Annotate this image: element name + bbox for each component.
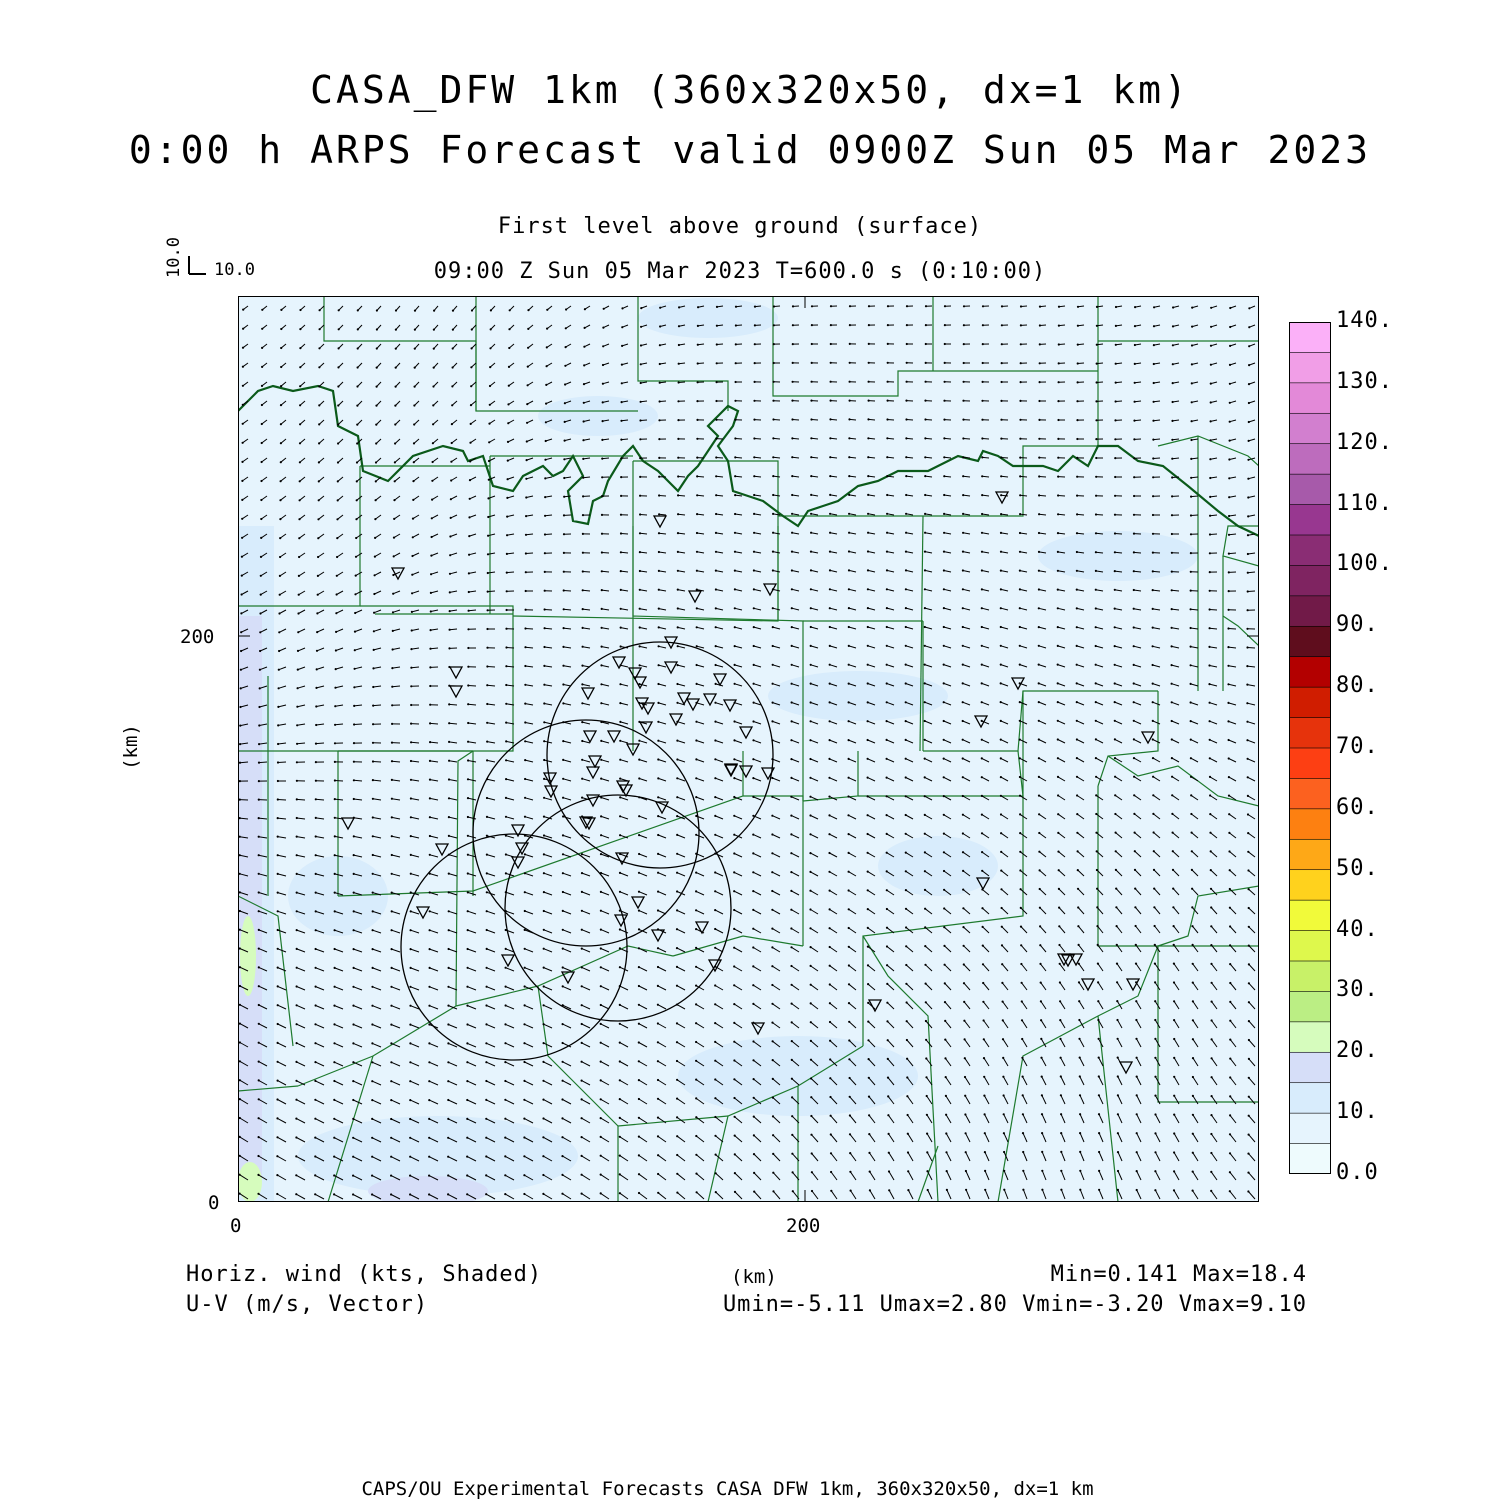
x-tick-0: 0 [230,1215,242,1237]
colorbar-swatch [1289,383,1331,414]
title-line-2: 0:00 h ARPS Forecast valid 0900Z Sun 05 Mar 2023 [128,128,1372,172]
colorbar-label: 40. [1336,916,1379,942]
colorbar-label: 130. [1336,368,1393,394]
colorbar-swatch [1289,565,1331,596]
colorbar-label: 60. [1336,794,1379,820]
uv-range-label: Umin=-5.11 Umax=2.80 Vmin=-3.20 Vmax=9.10 [722,1292,1307,1317]
colorbar-label: 110. [1336,490,1393,516]
colorbar-swatch [1289,961,1331,992]
colorbar-label: 10. [1336,1099,1379,1125]
colorbar-swatch [1289,900,1331,931]
colorbar-label: 50. [1336,855,1379,881]
time-label: 09:00 Z Sun 05 Mar 2023 T=600.0 s (0:10:00) [433,259,1047,284]
colorbar-swatch [1289,778,1331,809]
colorbar-swatch [1289,839,1331,870]
colorbar-label: 80. [1336,673,1379,699]
x-axis-label: (km) [731,1266,777,1288]
colorbar-label: 100. [1336,551,1393,577]
colorbar-swatch [1289,474,1331,505]
reference-vector [160,236,260,281]
colorbar-swatch [1289,352,1331,383]
colorbar-swatch [1289,1083,1331,1114]
colorbar-swatch [1289,322,1331,353]
colorbar-swatch [1289,991,1331,1022]
credit-label: CAPS/OU Experimental Forecasts CASA DFW 1km, 360x320x50, dx=1 km [361,1478,1094,1500]
colorbar-swatch [1289,1052,1331,1083]
vector-field-label: U-V (m/s, Vector) [186,1292,429,1317]
x-tick-200: 200 [786,1215,821,1237]
min-max-label: Min=0.141 Max=18.4 [1050,1262,1307,1287]
colorbar-swatch [1289,444,1331,475]
colorbar-swatch [1289,505,1331,536]
colorbar-swatch [1289,413,1331,444]
reference-vector-y-label: 10.0 [164,237,184,278]
colorbar-swatch [1289,626,1331,657]
reference-vector-x-label: 10.0 [214,260,255,280]
colorbar-swatch [1289,718,1331,749]
colorbar-swatch [1289,1022,1331,1053]
colorbar-label: 0.0 [1336,1160,1379,1185]
colorbar-label: 30. [1336,977,1379,1003]
colorbar-label: 120. [1336,429,1393,455]
colorbar-swatch [1289,931,1331,962]
colorbar-swatch [1289,596,1331,627]
colorbar-swatch [1289,1144,1331,1174]
colorbar-swatch [1289,748,1331,779]
colorbar-swatch [1289,870,1331,901]
level-label: First level above ground (surface) [497,214,983,239]
colorbar-label: 20. [1336,1038,1379,1064]
y-tick-0: 0 [208,1192,220,1214]
colorbar [1289,322,1331,1174]
shaded-field-label: Horiz. wind (kts, Shaded) [186,1262,543,1287]
title-line-1: CASA_DFW 1km (360x320x50, dx=1 km) [310,68,1190,112]
wind-map [238,296,1259,1202]
colorbar-swatch [1289,687,1331,718]
colorbar-swatch [1289,535,1331,566]
colorbar-label: 90. [1336,612,1379,638]
colorbar-label: 140. [1336,308,1393,333]
y-tick-200: 200 [180,626,215,648]
colorbar-swatch [1289,1113,1331,1144]
colorbar-label: 70. [1336,734,1379,759]
colorbar-swatch [1289,657,1331,688]
y-axis-label: (km) [119,724,142,770]
colorbar-swatch [1289,809,1331,840]
